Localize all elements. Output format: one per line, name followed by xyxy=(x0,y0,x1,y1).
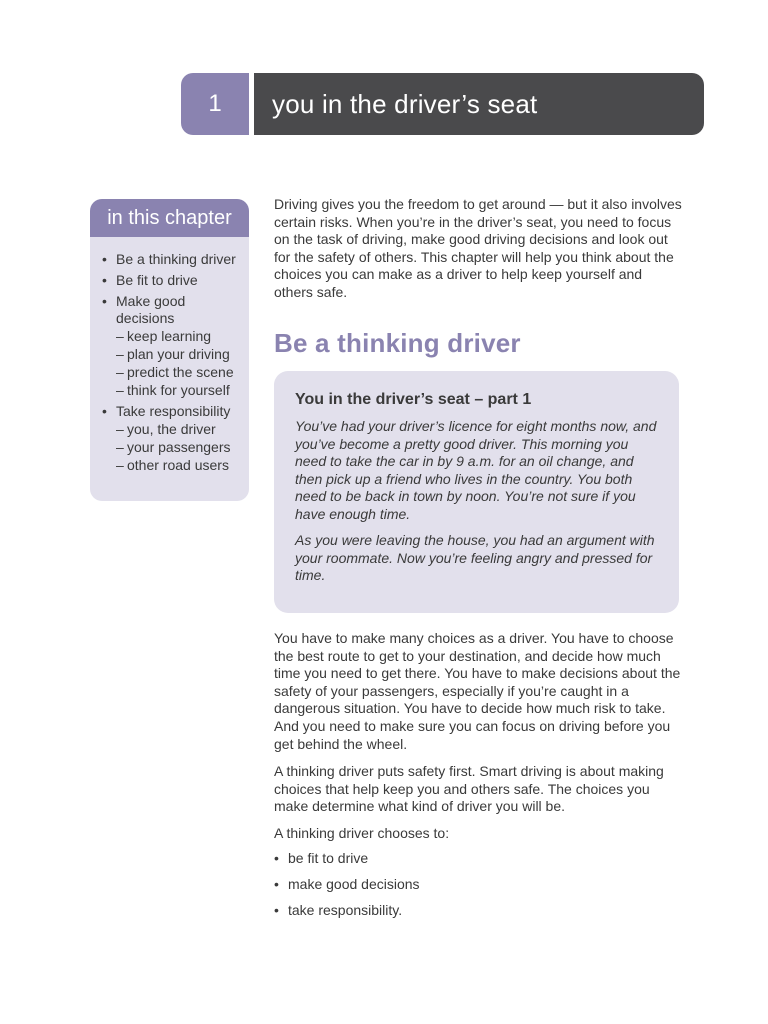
contents-subitem-keep-learning: – keep learning xyxy=(90,328,249,345)
contents-subitem-predict-the-scene: – predict the scene xyxy=(90,364,249,381)
scenario-paragraph: You’ve had your driver’s licence for eight months now, and you’ve become a pretty good driver. This morning you need to take the car in by 9 a.m. for an oil change, and then pick up a friend who lives in the country. You both need to be back in town by noon. You’re not sure if you have enough time. xyxy=(295,418,657,522)
contents-item-be-a-thinking-driver: • Be a thinking driver xyxy=(90,251,249,268)
body-paragraph-choices: You have to make many choices as a driver. You have to choose the best route to get to your destination, and decide how much time you need to get there. You have to make decisions about the safety of your passengers, especially if you’re caught in a dangerous situation. You have to decide how much risk to take. And you need to make sure you can focus on driving before you get behind the wheel. xyxy=(274,630,681,752)
list-item: • be fit to drive xyxy=(274,850,420,876)
contents-item-be-fit-to-drive: • Be fit to drive xyxy=(90,272,249,289)
scenario-paragraph: As you were leaving the house, you had an argument with your roommate. Now you’re feeling angry and pressed for time. xyxy=(295,532,655,583)
chapter-number: 1 xyxy=(181,73,249,135)
intro-paragraph: Driving gives you the freedom to get around — but it also involves certain risks. When you’re in the driver’s seat, you need to focus on the task of driving, make good driving decisions and look out for the safety of others. This chapter will help you think about the choices you can make as a driver to help keep yourself and others safe. xyxy=(274,196,682,300)
contents-subitem-your-passengers: – your passengers xyxy=(90,439,249,456)
chapter-contents-list xyxy=(90,237,249,474)
contents-subitem-think-for-yourself: – think for yourself xyxy=(90,382,249,399)
contents-item-take-responsibility: • Take responsibility xyxy=(90,403,249,420)
contents-subitem-plan-your-driving: – plan your driving xyxy=(90,346,249,363)
contents-item-make-good-decisions: • Make good decisions xyxy=(90,293,201,327)
body-paragraph-chooses-to: A thinking driver chooses to: xyxy=(274,825,450,841)
contents-subitem-other-road-users: – other road users xyxy=(90,457,249,474)
list-item: • take responsibility. xyxy=(274,902,420,928)
body-paragraph-safety-first: A thinking driver puts safety first. Smart driving is about making choices that help keep you and others safe. The choices you make determine what kind of driver you will be. xyxy=(274,763,664,815)
chapter-title: you in the driver’s seat xyxy=(254,73,704,135)
section-heading: Be a thinking driver xyxy=(274,328,521,358)
chapter-contents-sidebar xyxy=(90,199,249,501)
sidebar-title: in this chapter xyxy=(90,199,249,237)
scenario-title: You in the driver’s seat – part 1 xyxy=(295,391,532,408)
list-item: • make good decisions xyxy=(274,876,420,902)
chooses-to-list xyxy=(274,850,420,928)
scenario-box xyxy=(274,371,679,613)
contents-subitem-you-the-driver: – you, the driver xyxy=(90,421,249,438)
